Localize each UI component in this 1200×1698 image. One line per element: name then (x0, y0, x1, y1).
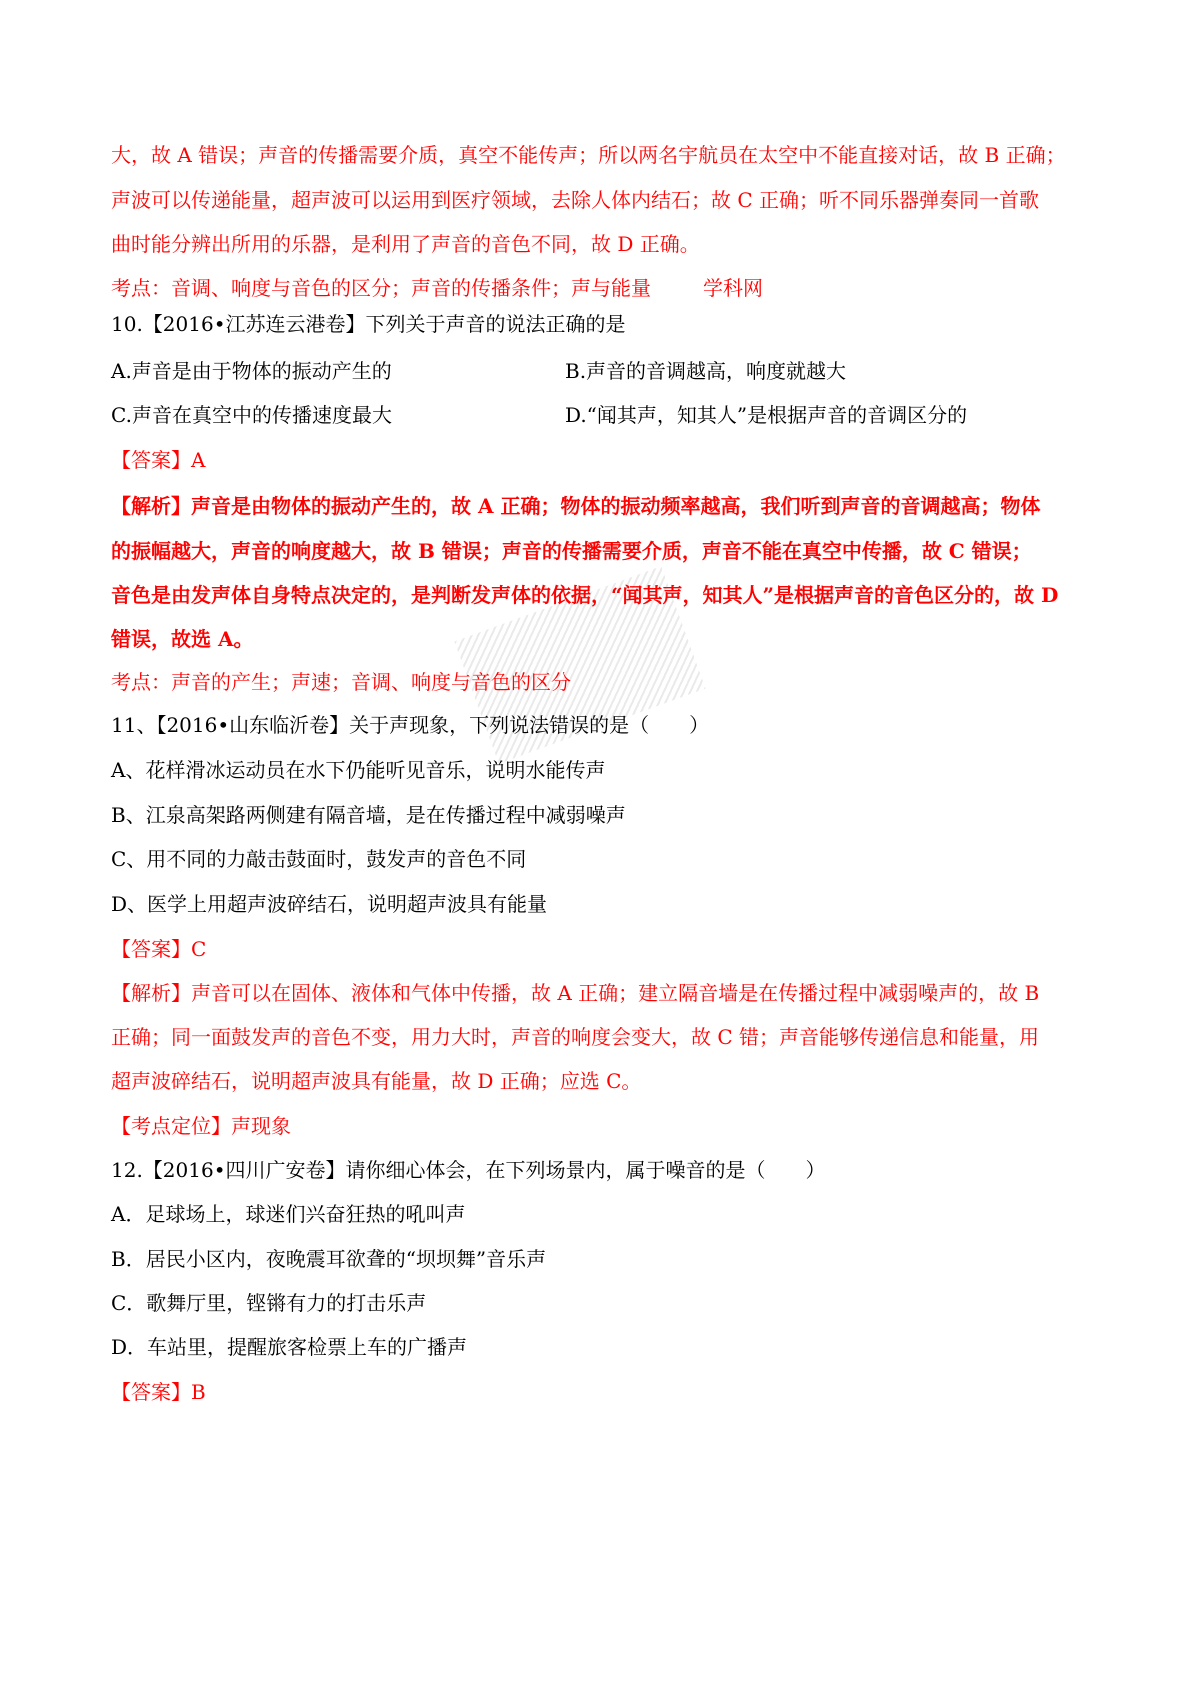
q10-option-c: C.声音在真空中的传播速度最大 (111, 403, 392, 427)
q11-analysis-line-3: 超声波碎结石，说明超声波具有能量，故 D 正确；应选 C。 (111, 1069, 642, 1093)
q11-stem: 11、【2016•山东临沂卷】关于声现象，下列说法错误的是（ ） (111, 713, 710, 737)
q10-option-d: D.“闻其声，知其人”是根据声音的音调区分的 (565, 403, 968, 427)
q12-stem: 12.【2016•四川广安卷】请你细心体会，在下列场景内，属于噪音的是（ ） (111, 1158, 826, 1182)
q10-answer: 【答案】A (111, 448, 206, 472)
q10-analysis-line-4: 错误，故选 A。 (111, 627, 254, 651)
q11-kaodian: 【考点定位】声现象 (111, 1114, 291, 1138)
prev-kaodian (111, 274, 763, 302)
q12-answer: 【答案】B (111, 1380, 206, 1404)
q10-stem: 10.【2016•江苏连云港卷】下列关于声音的说法正确的是 (111, 312, 626, 336)
q10-kaodian: 考点：声音的产生；声速；音调、响度与音色的区分 (111, 670, 571, 694)
prev-analysis-line-2: 声波可以传递能量，超声波可以运用到医疗领域，去除人体内结石；故 C 正确；听不同乐器弹奏同一首歌 (111, 188, 1040, 212)
q12-option-c: C．歌舞厅里，铿锵有力的打击乐声 (111, 1291, 427, 1315)
q11-analysis-line-1: 【解析】声音可以在固体、液体和气体中传播，故 A 正确；建立隔音墙是在传播过程中减弱噪声的，故 B (111, 981, 1040, 1005)
q11-analysis-line-2: 正确；同一面鼓发声的音色不变，用力大时，声音的响度会变大，故 C 错；声音能够传递信息和能量，用 (111, 1025, 1040, 1049)
q11-option-b: B、江泉高架路两侧建有隔音墙，是在传播过程中减弱噪声 (111, 803, 626, 827)
prev-kaodian-text: 考点：音调、响度与音色的区分；声音的传播条件；声与能量 (111, 276, 651, 300)
q12-option-d: D．车站里，提醒旅客检票上车的广播声 (111, 1335, 468, 1359)
source-label: 学科网 (703, 276, 763, 300)
q10-option-a: A.声音是由于物体的振动产生的 (111, 359, 392, 383)
q11-option-d: D、医学上用超声波碎结石，说明超声波具有能量 (111, 892, 548, 916)
q12-option-b: B．居民小区内，夜晚震耳欲聋的“坝坝舞”音乐声 (111, 1247, 547, 1271)
q11-option-c: C、用不同的力敲击鼓面时，鼓发声的音色不同 (111, 847, 527, 871)
q10-option-b: B.声音的音调越高，响度就越大 (565, 359, 847, 383)
q11-answer: 【答案】C (111, 937, 207, 961)
q10-analysis-line-1: 【解析】声音是由物体的振动产生的，故 A 正确；物体的振动频率越高，我们听到声音的音调越高；物体 (111, 494, 1041, 518)
prev-analysis-line-1: 大，故 A 错误；声音的传播需要介质，真空不能传声；所以两名宇航员在太空中不能直接对话，故 B 正确； (111, 143, 1066, 167)
prev-analysis-line-3: 曲时能分辨出所用的乐器，是利用了声音的音色不同，故 D 正确。 (111, 232, 700, 256)
q11-option-a: A、花样滑冰运动员在水下仍能听见音乐，说明水能传声 (111, 758, 606, 782)
q10-analysis-line-3: 音色是由发声体自身特点决定的，是判断发声体的依据，“闻其声，知其人”是根据声音的音色区分的，故 D (111, 583, 1059, 607)
q10-analysis-line-2: 的振幅越大，声音的响度越大，故 B 错误；声音的传播需要介质，声音不能在真空中传播，故 C 错误； (111, 539, 1032, 563)
q12-option-a: A．足球场上，球迷们兴奋狂热的吼叫声 (111, 1202, 466, 1226)
